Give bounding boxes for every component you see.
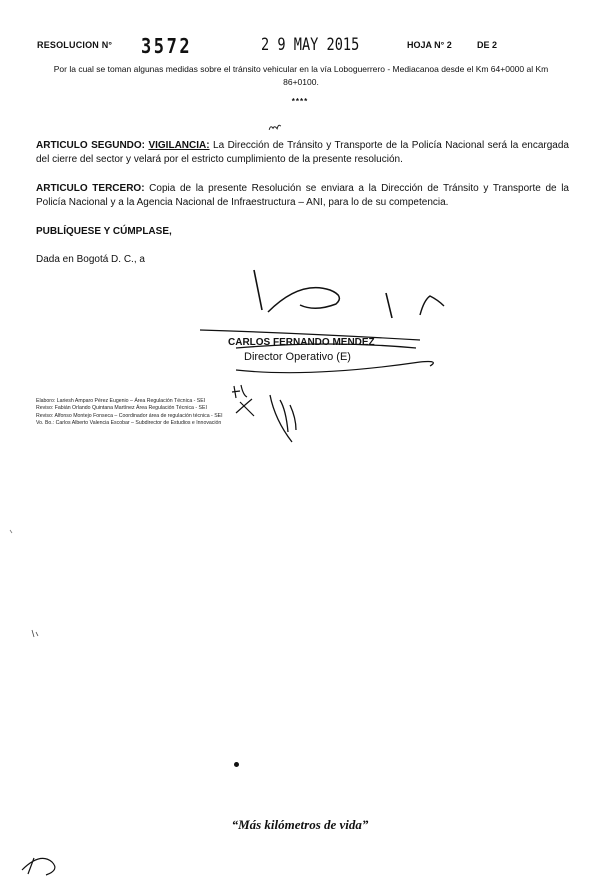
resolution-header <box>37 34 567 58</box>
article-two-text: La Dirección de Tránsito y Transporte de la Policía Nacional será la encargada del cierre del sector y velará por el estricto cumplimiento de la presente resolución. <box>36 140 569 165</box>
initials-mark <box>267 122 282 134</box>
signer-role: Director Operativo (E) <box>244 351 351 363</box>
sheet-number: HOJA N° 2 <box>407 40 452 50</box>
credits-block <box>36 398 223 428</box>
credit-line: Vo. Bo.: Carlos Alberto Valencia Escobar – Subdirector de Estudios e Innovación <box>36 420 222 427</box>
article-two-title: ARTICULO SEGUNDO: <box>36 140 145 151</box>
article-two-heading: VIGILANCIA: <box>148 140 210 151</box>
resolution-label: RESOLUCION N° <box>37 40 113 50</box>
separator-stars: **** <box>291 97 309 106</box>
sheet-total: DE 2 <box>477 40 498 50</box>
resolution-date-stamp: 2 9 MAY 2015 <box>261 35 360 55</box>
article-three <box>36 182 569 209</box>
resolution-subject: Por la cual se toman algunas medidas sobre el tránsito vehicular en la vía Loboguerrero - Mediacanoa desde el Km 64+0000 al Km 86+0100. <box>53 64 549 87</box>
credit-line: Elaboro: Lariesh Amparo Pérez Eugenio – Área Regulación Técnica - SEI <box>36 398 206 404</box>
article-two <box>36 139 569 166</box>
signer-name: CARLOS FERNANDO MENDEZ <box>228 337 375 348</box>
credit-line: Reviso: Fabián Orlando Quintana Martínez Área Regulación Técnica - SEI <box>36 405 207 412</box>
article-three-title: ARTICULO TERCERO: <box>36 183 145 194</box>
resolution-number: 3572 <box>141 34 193 58</box>
publish-statement: PUBLÍQUESE Y CÚMPLASE, <box>36 226 172 237</box>
slogan: “Más kilómetros de vida” <box>231 817 369 832</box>
credit-line: Reviso: Alfonso Montejo Fonseca – Coordinador área de regulación técnica - SEI <box>36 412 223 419</box>
ink-dot <box>234 762 239 767</box>
given-in-statement: Dada en Bogotá D. C., a <box>36 254 145 265</box>
article-three-text: Copia de la presente Resolución se enviara a la Dirección de Tránsito y Transporte de la Policía Nacional y a la Agencia Nacional de Infraestructura – ANI, para lo de su competencia. <box>36 183 569 208</box>
